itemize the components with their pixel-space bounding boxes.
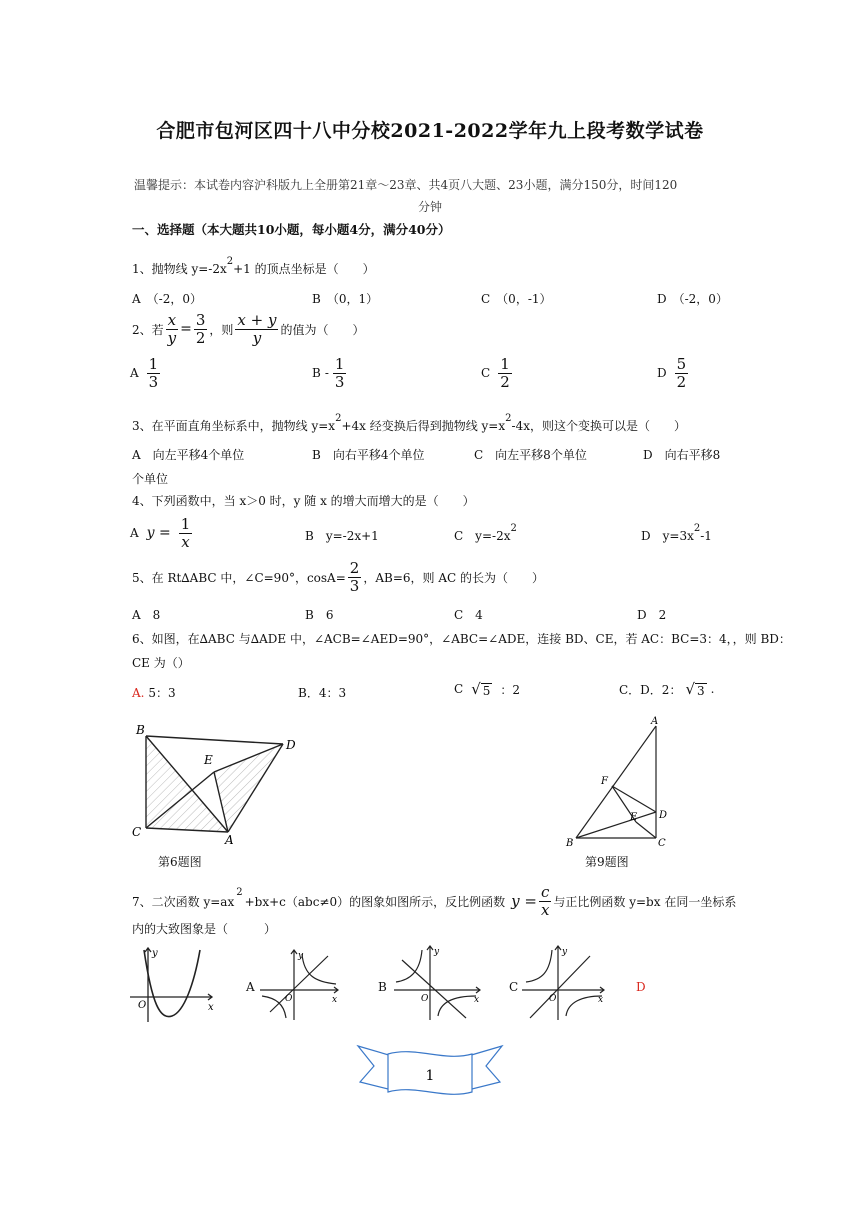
q1-option-b: B （0，1） (312, 292, 379, 306)
q7-option-a-graph (258, 946, 342, 1022)
q5-option-a: A 8 (132, 608, 161, 622)
q3-option-c: C 向左平移8个单位 (474, 448, 587, 462)
figure-6 (128, 716, 308, 844)
q5-option-c: C 4 (454, 608, 483, 622)
fig6-label-d: D (286, 738, 296, 752)
q1-option-a: A （-2，0） (132, 292, 202, 306)
q3-option-d-wrap: 个单位 (132, 472, 169, 486)
question-6-continued: CE 为（） (132, 656, 190, 670)
figure-9 (562, 712, 682, 850)
page-number-ribbon (356, 1040, 504, 1104)
q2-option-a: A $\frac{1}{3}$ (130, 355, 159, 391)
q7-axis-y-label: y (152, 948, 158, 959)
q2-option-b: B - $\frac{1}{3}$ (312, 355, 345, 391)
q1-option-c: C （0，-1） (481, 292, 552, 306)
q7-option-c-label: C (509, 980, 519, 994)
question-7: 7、二次函数 y=ax 2 +bx+c（abc≠0）的图象如图所示，反比例函数 y = $\frac{c}{x}$ 与正比例函数 y=bx 在同一坐标系 (132, 883, 737, 919)
q6-option-d: C．D．2： √ 3 . (619, 680, 715, 698)
fig6-label-c: C (132, 825, 142, 839)
section-heading-1: 一、选择题（本大题共10小题，每小题4分，满分40分） (132, 222, 451, 237)
q5-option-b: B 6 (305, 608, 334, 622)
svg-text:O: O (421, 994, 429, 1004)
question-7-continued: 内的大致图象是（ ） (132, 922, 277, 936)
q6-option-a: A. 5：3 (132, 686, 176, 700)
q6-option-c: C √ 5 ：2 (454, 680, 521, 698)
figure-6-caption: 第6题图 (158, 855, 202, 869)
q4-option-b: B y=-2x+1 (305, 529, 379, 543)
q7-option-a-label: A (246, 980, 255, 994)
svg-text:y: y (298, 951, 304, 961)
fig6-label-b: B (136, 723, 145, 737)
question-3: 3、在平面直角坐标系中，抛物线 $y=x^2+4x$ 经变换后得到抛物线 $y=x^2-4x$，则这个变换可以是（ ） (132, 413, 686, 433)
fig9-label-b: B (566, 838, 574, 849)
q4-option-c: C $y=-2x^2$ (454, 523, 517, 543)
fig9-label-e: E (630, 812, 638, 823)
svg-text:y: y (434, 947, 440, 957)
q4-option-d: D $y=3x^2-1$ (641, 523, 712, 543)
svg-text:O: O (549, 994, 557, 1004)
q3-option-b: B 向右平移4个单位 (312, 448, 425, 462)
question-2: 2、若 $\frac{x}{y}$ = $\frac{3}{2}$ ，则 $\frac{x + y}{y}$ 的值为（ ） (132, 311, 365, 347)
tip-text: 温馨提示：本试卷内容沪科版九上全册第21章～23章、共4页八大题、23小题，满分150分，时间120 (134, 178, 678, 192)
svg-text:x: x (474, 995, 480, 1005)
question-5: 5、在 Rt∆ABC 中，∠C=90°，cosA= $\frac{2}{3}$ ，AB=6，则 AC 的长为（ ） (132, 559, 544, 595)
q5-option-d: D 2 (637, 608, 667, 622)
question-1: 1、抛物线 $y=-2x^2+1$ 的顶点坐标是（ ） (132, 256, 375, 276)
q6-option-b: B．4：3 (298, 686, 347, 700)
q4-option-a: A y = $\frac{1}{x}$ (130, 515, 191, 551)
q7-axis-x-label: x (208, 1002, 214, 1013)
fig9-label-c: C (658, 838, 666, 849)
svg-text:y: y (562, 947, 568, 957)
q7-parabola-graph (128, 944, 218, 1024)
q1-option-d: D （-2，0） (657, 292, 728, 306)
question-4: 4、下列函数中，当 x＞0 时，y 随 x 的增大而增大的是（ ） (132, 494, 475, 508)
page-title: 合肥市包河区四十八中分校2021-2022学年九上段考数学试卷 (156, 120, 704, 142)
fig9-label-d: D (659, 810, 668, 821)
question-6: 6、如图，在∆ABC 与∆ADE 中，∠ACB=∠AED=90°，∠ABC=∠ADE，连接 BD、CE，若 AC：BC=3：4，，则 BD： (132, 632, 791, 646)
q7-option-b-label: B (378, 980, 387, 994)
q3-option-a: A 向左平移4个单位 (132, 448, 245, 462)
q7-option-b-graph (392, 942, 484, 1022)
q2-option-c: C $\frac{1}{2}$ (481, 355, 510, 391)
fig6-label-a: A (225, 833, 234, 844)
q7-origin-label: O (138, 1000, 147, 1011)
q2-option-d: D $\frac{5}{2}$ (657, 355, 687, 391)
q3-option-d: D 向右平移8 (643, 448, 721, 462)
fig9-label-f: F (601, 776, 608, 787)
fig6-label-e: E (204, 753, 213, 767)
figure-9-caption: 第9题图 (585, 855, 629, 869)
svg-text:x: x (598, 995, 604, 1005)
q7-option-d-label: D (636, 980, 646, 994)
page-number: 1 (425, 1068, 435, 1084)
svg-text:O: O (285, 994, 293, 1004)
svg-text:x: x (332, 995, 338, 1005)
fig9-label-a: A (651, 716, 659, 727)
q7-option-c-graph (520, 942, 608, 1022)
tip-text-continued: 分钟 (417, 200, 442, 214)
